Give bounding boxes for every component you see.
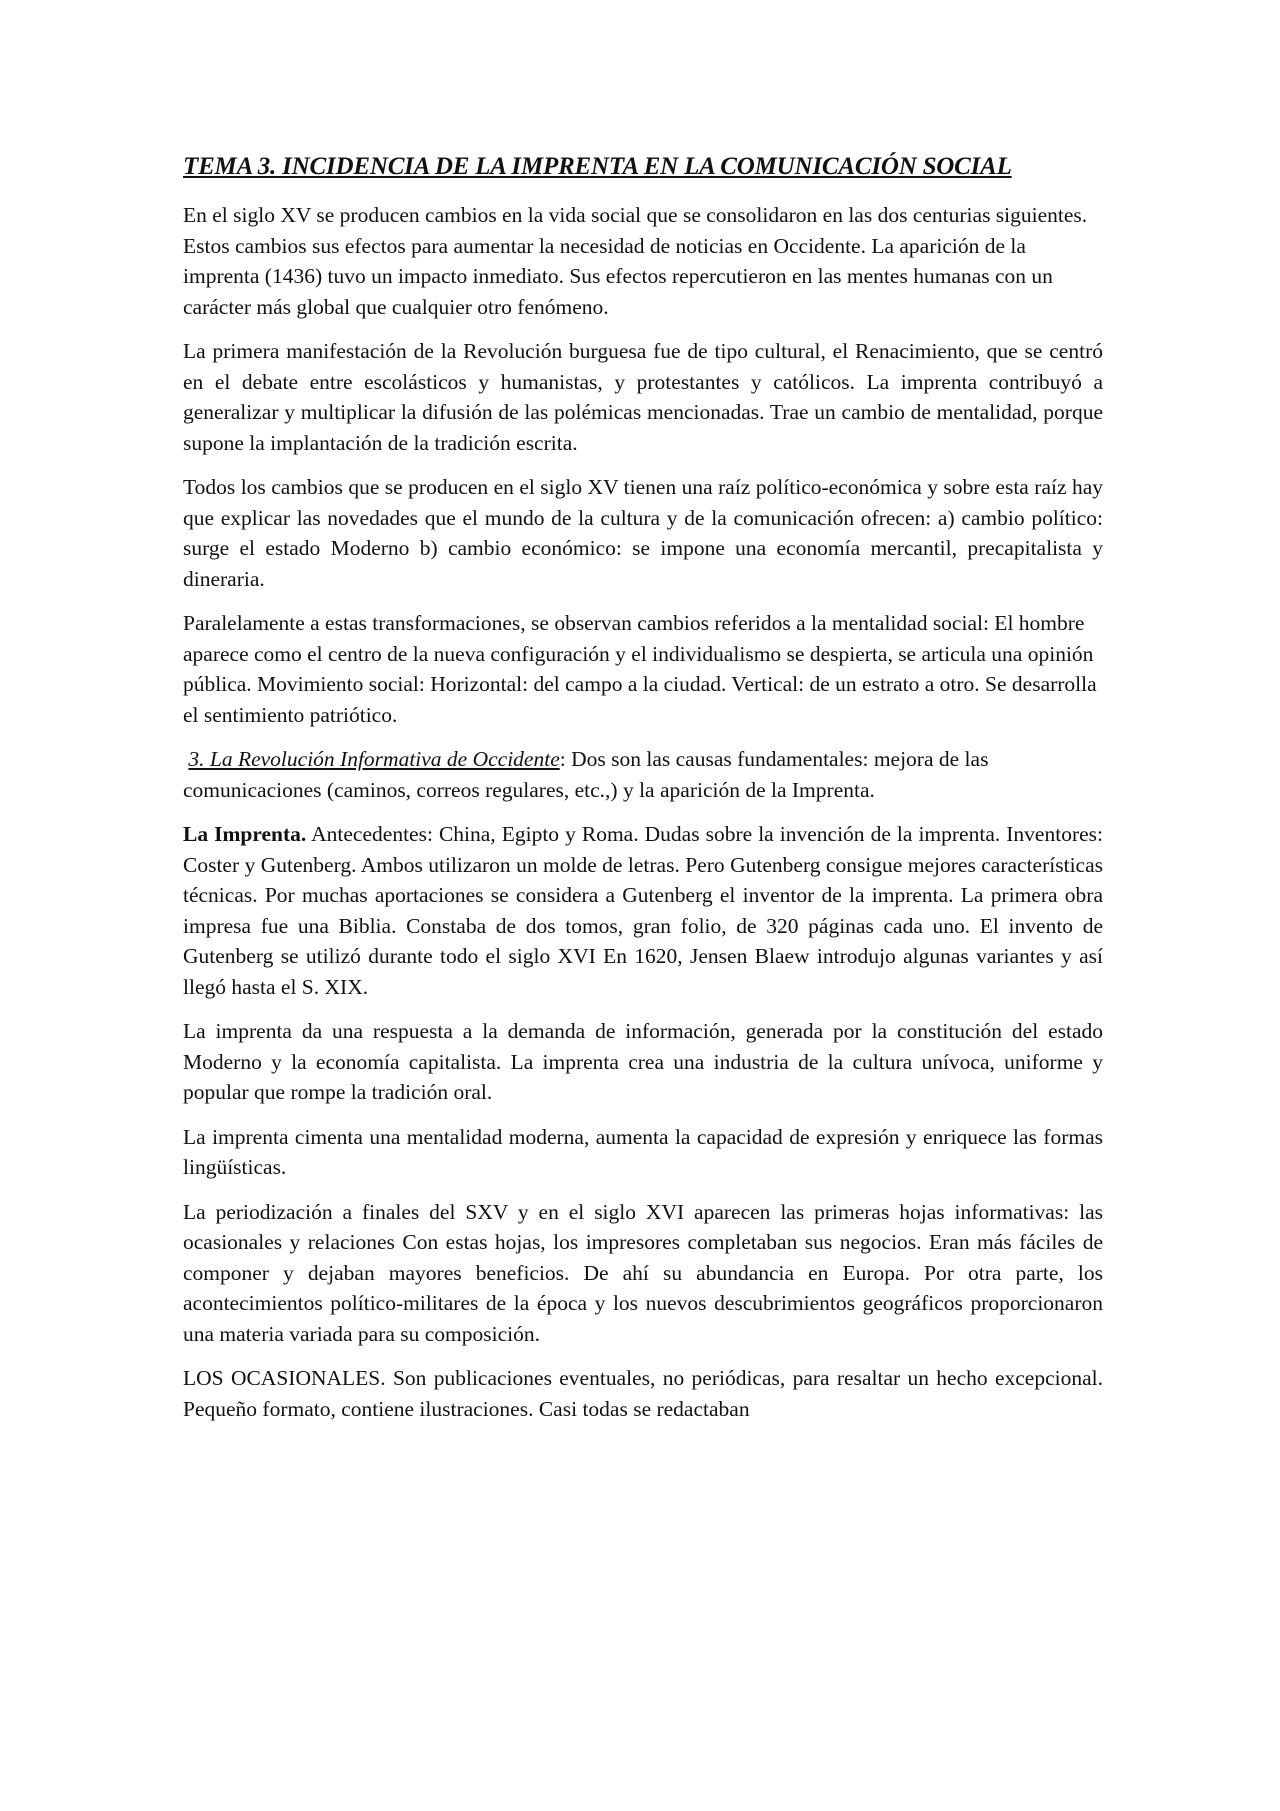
paragraph-la-imprenta-text: Antecedentes: China, Egipto y Roma. Dudas sobre la invención de la imprenta. Inventores: Coster y Gutenberg. Ambos utilizaron un molde de letras. Pero Gutenberg consigue mejores características técnicas. Por muchas aportaciones se considera a Gutenberg el inventor de la imprenta. La primera obra impresa fue una Biblia. Constaba de dos tomos, gran folio, de 320 páginas cada uno. El invento de Gutenberg se utilizó durante todo el siglo XVI En 1620, Jensen Blaew introdujo algunas variantes y así llegó hasta el S. XIX. [183,822,1103,999]
document-page [183,150,1103,1438]
paragraph-mentalidad-moderna: La imprenta cimenta una mentalidad moderna, aumenta la capacidad de expresión y enriquece las formas lingüísticas. [183,1124,1103,1179]
paragraph-renacimiento: La primera manifestación de la Revolución burguesa fue de tipo cultural, el Renacimiento, que se centró en el debate entre escolásticos y humanistas, y protestantes y católicos. La imprenta contribuyó a generalizar y multiplicar la difusión de las polémicas mencionadas. Trae un cambio de mentalidad, porque supone la implantación de la tradición escrita. [183,339,1103,455]
lead-in-la-imprenta: La Imprenta. [183,822,307,846]
paragraph-revolucion-informativa [183,744,1103,805]
paragraph-revolucion-informativa-text: : Dos son las causas fundamentales: mejora de las comunicaciones (caminos, correos regulares, etc.,) y la aparición de la Imprenta. [183,747,989,802]
paragraph-periodizacion: La periodización a finales del SXV y en el siglo XVI aparecen las primeras hojas informativas: las ocasionales y relaciones Con estas hojas, los impresores completaban sus negocios. Eran más fáciles de componer y dejaban mayores beneficios. De ahí su abundancia en Europa. Por otra parte, los acontecimientos político-militares de la época y los nuevos descubrimientos geográficos proporcionaron una materia variada para su composición. [183,1199,1103,1346]
paragraph-respuesta-demanda: La imprenta da una respuesta a la demanda de información, generada por la constitución del estado Moderno y la economía capitalista. La imprenta crea una industria de la cultura unívoca, uniforme y popular que rompe la tradición oral. [183,1019,1103,1104]
paragraph-ocasionales: LOS OCASIONALES. Son publicaciones eventuales, no periódicas, para resaltar un hecho excepcional. Pequeño formato, contiene ilustraciones. Casi todas se redactaban [183,1366,1103,1421]
paragraph-cambios-siglo-xv: Todos los cambios que se producen en el siglo XV tienen una raíz político-económica y sobre esta raíz hay que explicar las novedades que el mundo de la cultura y de la comunicación ofrecen: a) cambio político: surge el estado Moderno b) cambio económico: se impone una economía mercantil, precapitalista y dineraria. [183,475,1103,591]
document-title: TEMA 3. INCIDENCIA DE LA IMPRENTA EN LA COMUNICACIÓN SOCIAL [183,153,1012,180]
section-heading-revolucion-informativa: 3. La Revolución Informativa de Occidente [188,747,560,771]
paragraph-la-imprenta [183,819,1103,1002]
paragraph-intro: En el siglo XV se producen cambios en la vida social que se consolidaron en las dos centurias siguientes. Estos cambios sus efectos para aumentar la necesidad de noticias en Occidente. La aparición de la imprenta (1436) tuvo un impacto inmediato. Sus efectos repercutieron en las mentes humanas con un carácter más global que cualquier otro fenómeno. [183,203,1088,319]
paragraph-mentalidad-social: Paralelamente a estas transformaciones, se observan cambios referidos a la mentalidad social: El hombre aparece como el centro de la nueva configuración y el individualismo se despierta, se articula una opinión pública. Movimiento social: Horizontal: del campo a la ciudad. Vertical: de un estrato a otro. Se desarrolla el sentimiento patriótico. [183,611,1097,727]
